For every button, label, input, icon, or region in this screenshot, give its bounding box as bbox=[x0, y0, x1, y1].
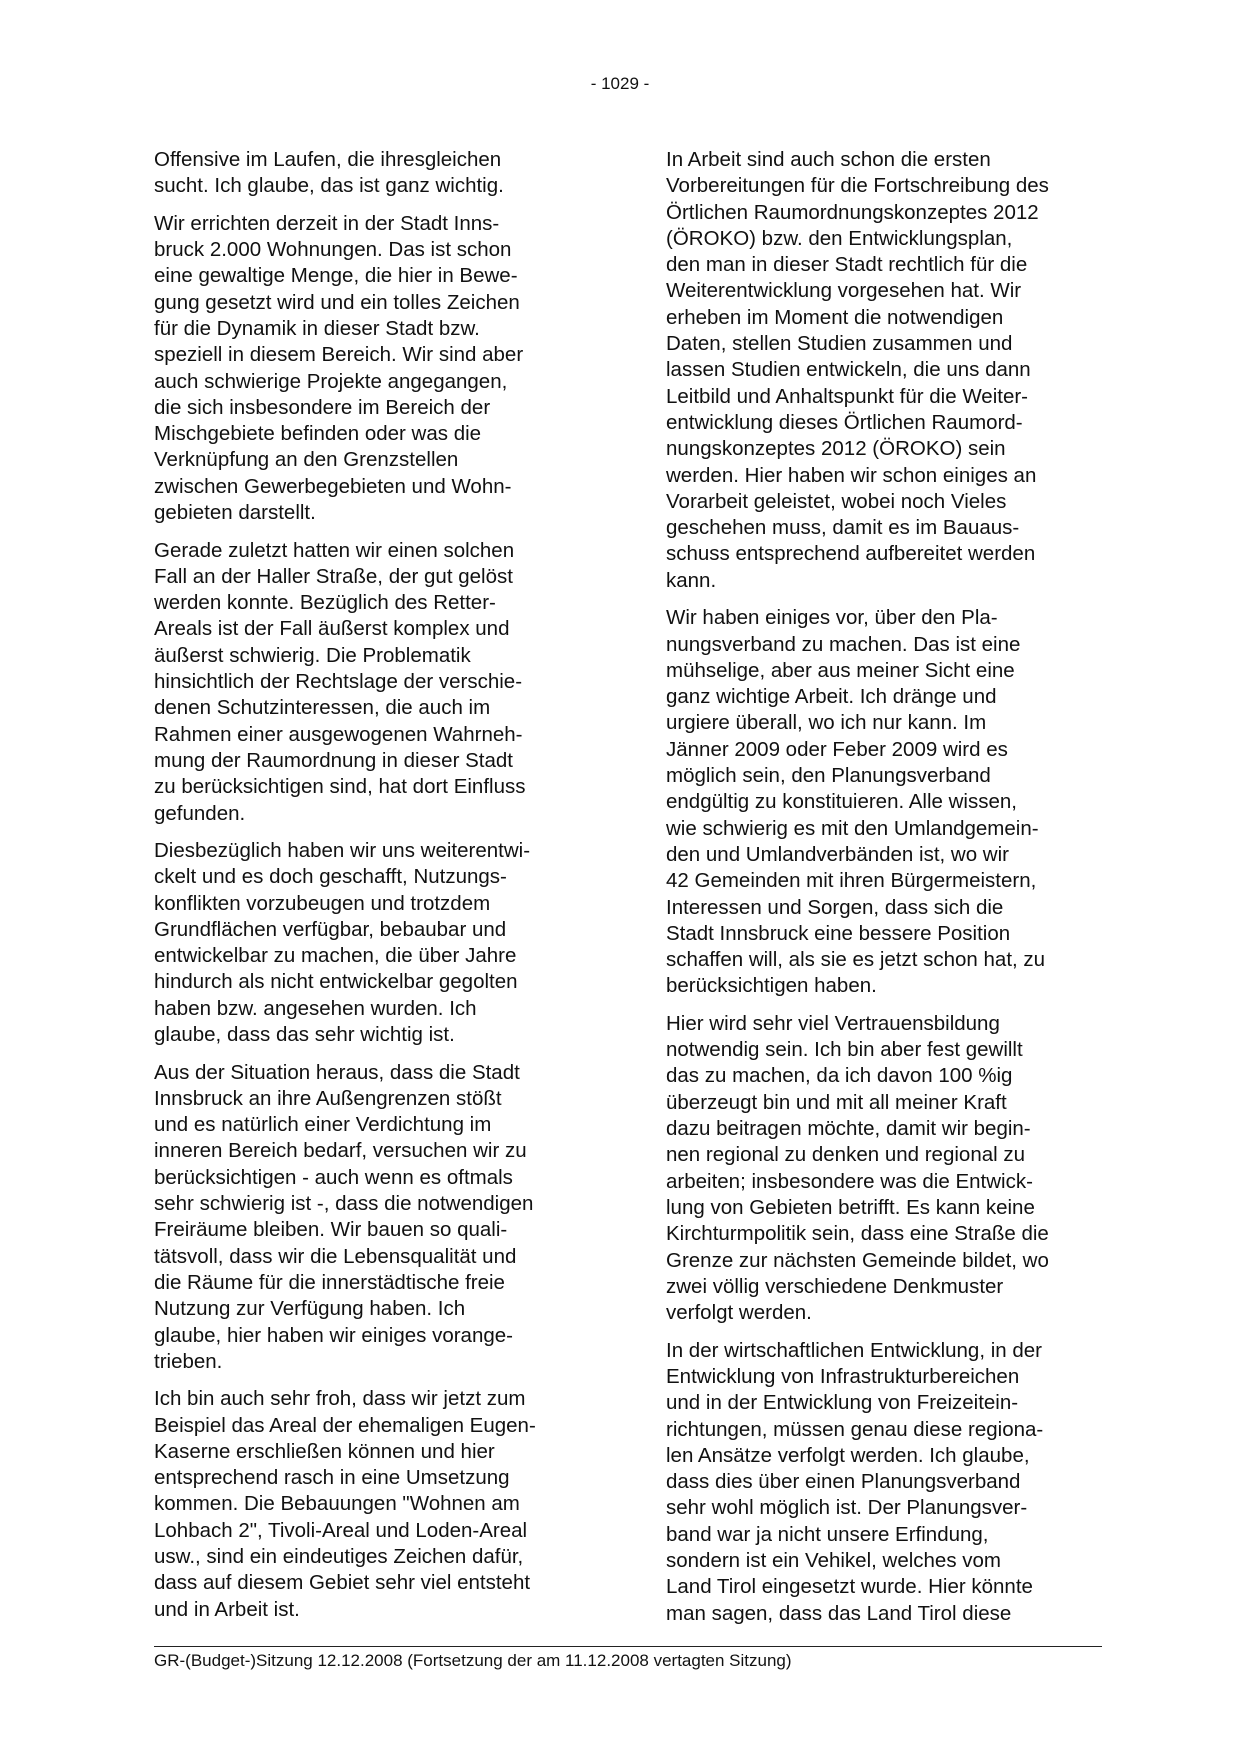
text-line: speziell in diesem Bereich. Wir sind aber bbox=[154, 343, 524, 367]
text-line: das zu machen, da ich davon 100 %ig bbox=[666, 1064, 1013, 1088]
text-line: Mischgebiete befinden oder was die bbox=[154, 422, 482, 446]
paragraph bbox=[154, 838, 592, 1048]
text-line: trieben. bbox=[154, 1349, 223, 1373]
text-line: urgiere überall, wo ich nur kann. Im bbox=[666, 711, 987, 735]
paragraph bbox=[666, 1011, 1104, 1327]
text-line: zu berücksichtigen sind, hat dort Einfluss bbox=[154, 775, 526, 799]
text-line: Ich bin auch sehr froh, dass wir jetzt zum bbox=[154, 1387, 526, 1411]
text-line: äußerst schwierig. Die Problematik bbox=[154, 643, 471, 667]
text-line: In Arbeit sind auch schon die ersten bbox=[666, 148, 991, 171]
text-line: zwei völlig verschiedene Denkmuster bbox=[666, 1274, 1004, 1298]
text-line: Jänner 2009 oder Feber 2009 wird es bbox=[666, 737, 1008, 761]
text-line: Fall an der Haller Straße, der gut gelöst bbox=[154, 564, 513, 588]
paragraph bbox=[154, 538, 592, 827]
text-line: erheben im Moment die notwendigen bbox=[666, 305, 1004, 329]
text-line: Weiterentwicklung vorgesehen hat. Wir bbox=[666, 279, 1022, 303]
text-line: Interessen und Sorgen, dass sich die bbox=[666, 895, 1004, 919]
text-line: werden konnte. Bezüglich des Retter- bbox=[154, 591, 496, 615]
text-line: Grundflächen verfügbar, bebaubar und bbox=[154, 917, 507, 941]
text-line: bruck 2.000 Wohnungen. Das ist schon bbox=[154, 238, 512, 262]
text-line: hindurch als nicht entwickelbar gegolten bbox=[154, 970, 518, 994]
text-line: entwickelbar zu machen, die über Jahre bbox=[154, 944, 517, 968]
text-line: mühselige, aber aus meiner Sicht eine bbox=[666, 658, 1015, 682]
text-line: dass dies über einen Planungsverband bbox=[666, 1470, 1021, 1494]
left-column bbox=[154, 147, 592, 1634]
paragraph bbox=[154, 1386, 592, 1623]
text-line: ganz wichtige Arbeit. Ich dränge und bbox=[666, 685, 997, 709]
text-line: Entwicklung von Infrastrukturbereichen bbox=[666, 1364, 1020, 1388]
paragraph bbox=[154, 147, 592, 200]
text-line: sehr schwierig ist -, dass die notwendigen bbox=[154, 1192, 534, 1216]
text-line: Daten, stellen Studien zusammen und bbox=[666, 332, 1013, 356]
text-line: möglich sein, den Planungsverband bbox=[666, 764, 991, 788]
text-line: und es natürlich einer Verdichtung im bbox=[154, 1113, 492, 1137]
text-line: usw., sind ein eindeutiges Zeichen dafür, bbox=[154, 1545, 524, 1569]
text-line: haben bzw. angesehen wurden. Ich bbox=[154, 996, 477, 1020]
text-line: entsprechend rasch in eine Umsetzung bbox=[154, 1466, 510, 1490]
text-line: (ÖROKO) bzw. den Entwicklungsplan, bbox=[666, 226, 1013, 250]
text-line: Örtlichen Raumordnungskonzeptes 2012 bbox=[666, 200, 1039, 224]
text-line: In der wirtschaftlichen Entwicklung, in der bbox=[666, 1338, 1043, 1362]
text-line: Vorarbeit geleistet, wobei noch Vieles bbox=[666, 489, 1007, 513]
text-line: Rahmen einer ausgewogenen Wahrneh- bbox=[154, 722, 523, 746]
text-line: Nutzung zur Verfügung haben. Ich bbox=[154, 1297, 466, 1321]
page-number: - 1029 - bbox=[590, 74, 650, 93]
text-line: Gerade zuletzt hatten wir einen solchen bbox=[154, 538, 515, 562]
text-line: dazu beitragen möchte, damit wir begin- bbox=[666, 1117, 1031, 1141]
text-line: verfolgt werden. bbox=[666, 1301, 812, 1325]
text-line: kann. bbox=[666, 568, 717, 592]
text-line: konflikten vorzubeugen und trotzdem bbox=[154, 891, 491, 915]
text-line: nungskonzeptes 2012 (ÖROKO) sein bbox=[666, 437, 1006, 461]
text-line: Aus der Situation heraus, dass die Stadt bbox=[154, 1060, 520, 1084]
text-line: Verknüpfung an den Grenzstellen bbox=[154, 448, 459, 472]
footer-divider bbox=[154, 1646, 1102, 1647]
text-line: kommen. Die Bebauungen "Wohnen am bbox=[154, 1492, 520, 1516]
text-line: berücksichtigen haben. bbox=[666, 974, 877, 998]
text-line: Vorbereitungen für die Fortschreibung des bbox=[666, 174, 1049, 198]
text-line: Areals ist der Fall äußerst komplex und bbox=[154, 617, 510, 641]
text-line: auch schwierige Projekte angegangen, bbox=[154, 369, 508, 393]
text-line: nungsverband zu machen. Das ist eine bbox=[666, 632, 1021, 656]
text-line: gefunden. bbox=[154, 801, 246, 825]
text-line: Hier wird sehr viel Vertrauensbildung bbox=[666, 1011, 1000, 1035]
right-column bbox=[666, 147, 1104, 1638]
text-line: sucht. Ich glaube, das ist ganz wichtig. bbox=[154, 174, 504, 198]
text-line: notwendig sein. Ich bin aber fest gewillt bbox=[666, 1038, 1023, 1062]
text-line: ckelt und es doch geschafft, Nutzungs- bbox=[154, 865, 507, 889]
text-line: nen regional zu denken und regional zu bbox=[666, 1143, 1026, 1167]
text-line: mung der Raumordnung in dieser Stadt bbox=[154, 748, 513, 772]
text-line: len Ansätze verfolgt werden. Ich glaube, bbox=[666, 1443, 1030, 1467]
text-line: hinsichtlich der Rechtslage der verschie- bbox=[154, 670, 523, 694]
text-line: 42 Gemeinden mit ihren Bürgermeistern, bbox=[666, 869, 1037, 893]
text-line: glaube, dass das sehr wichtig ist. bbox=[154, 1023, 455, 1047]
text-line: den und Umlandverbänden ist, wo wir bbox=[666, 842, 1009, 866]
paragraph bbox=[154, 1060, 592, 1376]
text-line: sehr wohl möglich ist. Der Planungsver- bbox=[666, 1496, 1028, 1520]
text-line: gung gesetzt wird und ein tolles Zeichen bbox=[154, 290, 520, 314]
paragraph bbox=[666, 605, 1104, 999]
text-line: richtungen, müssen genau diese regiona- bbox=[666, 1417, 1044, 1441]
text-line: werden. Hier haben wir schon einiges an bbox=[666, 463, 1037, 487]
text-line: eine gewaltige Menge, die hier in Bewe- bbox=[154, 264, 518, 288]
text-line: endgültig zu konstituieren. Alle wissen, bbox=[666, 790, 1017, 814]
text-line: denen Schutzinteressen, die auch im bbox=[154, 696, 491, 720]
text-line: die sich insbesondere im Bereich der bbox=[154, 395, 491, 419]
text-line: Offensive im Laufen, die ihresgleichen bbox=[154, 148, 502, 171]
text-line: überzeugt bin und mit all meiner Kraft bbox=[666, 1090, 1007, 1114]
text-line: man sagen, dass das Land Tirol diese bbox=[666, 1601, 1012, 1625]
text-line: und in der Entwicklung von Freizeitein- bbox=[666, 1391, 1019, 1415]
text-line: zwischen Gewerbegebieten und Wohn- bbox=[154, 474, 512, 498]
text-line: glaube, hier haben wir einiges vorange- bbox=[154, 1323, 513, 1347]
text-line: berücksichtigen - auch wenn es oftmals bbox=[154, 1165, 513, 1189]
text-line: sondern ist ein Vehikel, welches vom bbox=[666, 1549, 1002, 1572]
text-line: für die Dynamik in dieser Stadt bzw. bbox=[154, 316, 480, 340]
paragraph bbox=[666, 147, 1104, 594]
text-line: Freiräume bleiben. Wir bauen so quali- bbox=[154, 1218, 508, 1242]
text-line: Grenze zur nächsten Gemeinde bildet, wo bbox=[666, 1248, 1049, 1272]
text-line: lung von Gebieten betrifft. Es kann keine bbox=[666, 1195, 1035, 1219]
text-line: Diesbezüglich haben wir uns weiterentwi- bbox=[154, 838, 531, 862]
text-line: dass auf diesem Gebiet sehr viel entsteht bbox=[154, 1571, 531, 1595]
text-line: den man in dieser Stadt rechtlich für die bbox=[666, 253, 1028, 277]
paragraph bbox=[154, 211, 592, 527]
text-line: schaffen will, als sie es jetzt schon hat, zu bbox=[666, 948, 1046, 972]
text-line: Kirchturmpolitik sein, dass eine Straße die bbox=[666, 1222, 1049, 1246]
text-line: Wir errichten derzeit in der Stadt Inns- bbox=[154, 211, 500, 235]
text-line: wie schwierig es mit den Umlandgemein- bbox=[666, 816, 1039, 840]
text-line: entwicklung dieses Örtlichen Raumord- bbox=[666, 410, 1023, 434]
text-line: lassen Studien entwickeln, die uns dann bbox=[666, 358, 1031, 382]
footer-text: GR-(Budget-)Sitzung 12.12.2008 (Fortsetzung der am 11.12.2008 vertagten Sitzung) bbox=[154, 1651, 792, 1670]
text-line: tätsvoll, dass wir die Lebensqualität und bbox=[154, 1244, 517, 1268]
text-line: Leitbild und Anhaltspunkt für die Weiter- bbox=[666, 384, 1029, 408]
text-line: Innsbruck an ihre Außengrenzen stößt bbox=[154, 1086, 502, 1110]
text-line: schuss entsprechend aufbereitet werden bbox=[666, 542, 1036, 566]
text-line: Wir haben einiges vor, über den Pla- bbox=[666, 606, 998, 630]
text-line: band war ja nicht unsere Erfindung, bbox=[666, 1522, 989, 1546]
text-line: die Räume für die innerstädtische freie bbox=[154, 1270, 505, 1294]
text-line: gebieten darstellt. bbox=[154, 501, 316, 525]
text-line: Kaserne erschließen können und hier bbox=[154, 1439, 495, 1463]
text-line: Land Tirol eingesetzt wurde. Hier könnte bbox=[666, 1575, 1033, 1599]
text-line: und in Arbeit ist. bbox=[154, 1597, 300, 1621]
text-line: arbeiten; insbesondere was die Entwick- bbox=[666, 1169, 1033, 1193]
text-line: Lohbach 2", Tivoli-Areal und Loden-Areal bbox=[154, 1518, 528, 1542]
text-line: inneren Bereich bedarf, versuchen wir zu bbox=[154, 1139, 527, 1163]
text-line: geschehen muss, damit es im Bauaus- bbox=[666, 516, 1020, 540]
text-line: Beispiel das Areal der ehemaligen Eugen- bbox=[154, 1413, 536, 1437]
text-line: Stadt Innsbruck eine bessere Position bbox=[666, 921, 1011, 945]
paragraph bbox=[666, 1338, 1104, 1627]
